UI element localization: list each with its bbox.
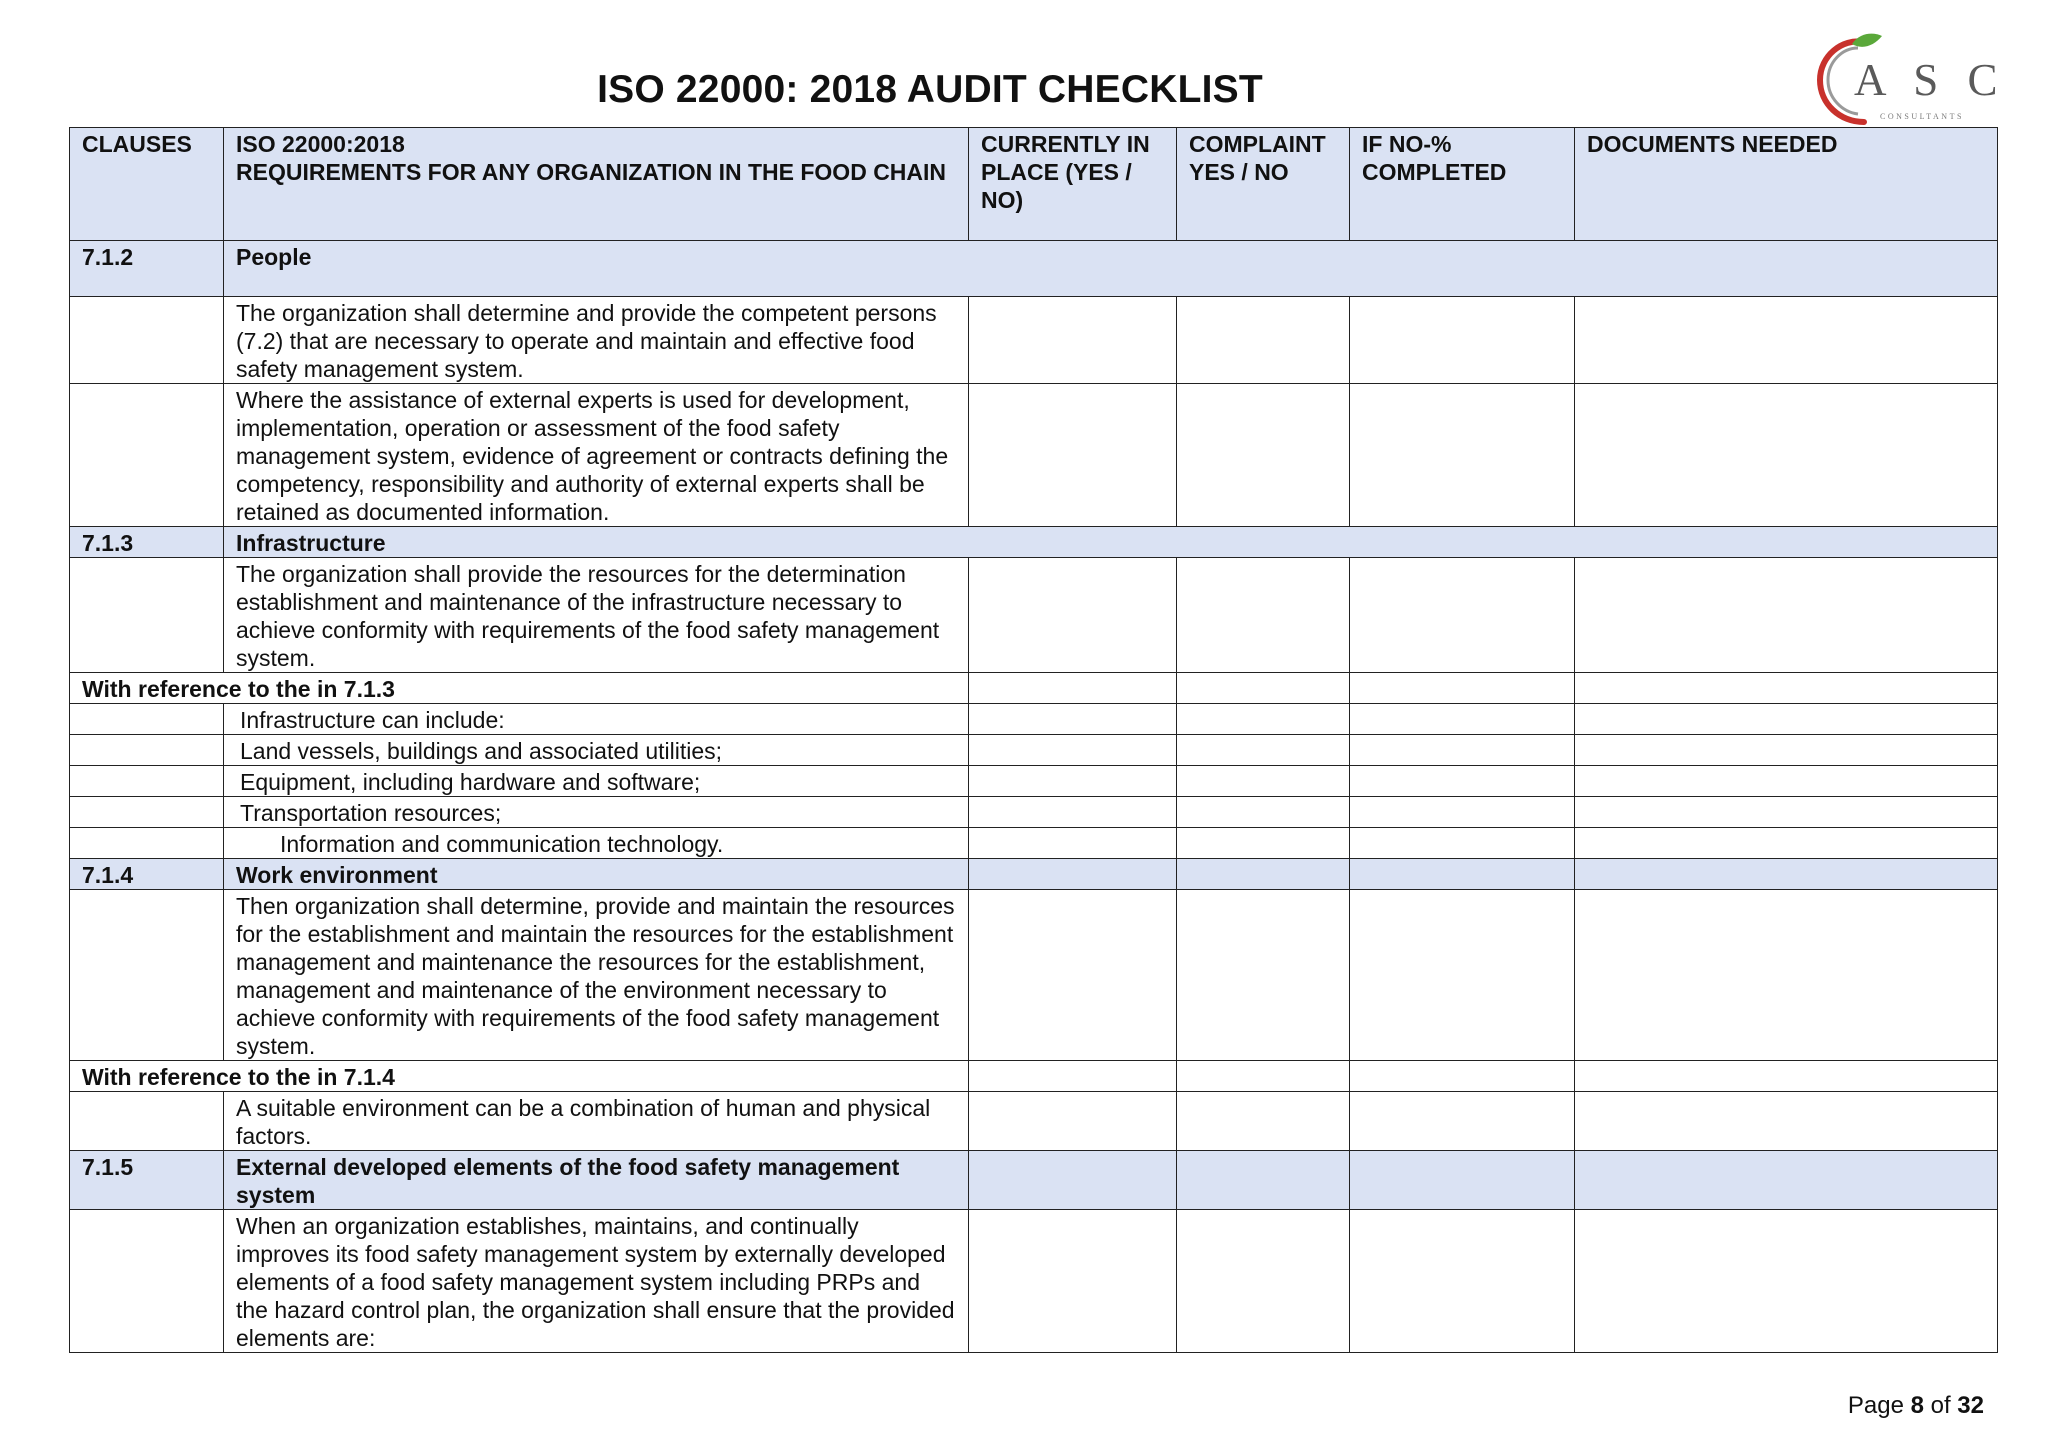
logo-wordmark: A S C — [1854, 55, 2007, 105]
asc-consultants-logo — [1812, 30, 2007, 130]
complaint-cell[interactable] — [1177, 890, 1350, 1061]
documents-needed-cell[interactable] — [1575, 890, 1998, 1061]
section-title: Infrastructure — [224, 527, 1998, 558]
requirement-text: When an organization establishes, maintains, and continually improves its food safety management system by externally developed elements of a food safety management system including PRPs and the hazard control plan, the organization shall ensure that the provided elements are: — [224, 1210, 969, 1353]
complaint-cell[interactable] — [1177, 384, 1350, 527]
table-row — [70, 1092, 1998, 1151]
currently-in-place-cell[interactable] — [969, 797, 1177, 828]
documents-needed-cell[interactable] — [1575, 766, 1998, 797]
requirement-text: Then organization shall determine, provide and maintain the resources for the establishment and maintain the resources for the establishment management and maintenance the resources for the establishment, management and maintenance of the environment necessary to achieve conformity with requirements of the food safety management system. — [224, 890, 969, 1061]
percent-completed-cell[interactable] — [1350, 1061, 1575, 1092]
reference-row-7-1-4 — [70, 1061, 1998, 1092]
clause-number: 7.1.2 — [70, 241, 224, 297]
header-requirements-standard: ISO 22000:2018 — [236, 131, 405, 157]
documents-needed-cell[interactable] — [1575, 1061, 1998, 1092]
list-item — [70, 797, 1998, 828]
percent-completed-cell[interactable] — [1350, 1092, 1575, 1151]
logo-subtitle: CONSULTANTS — [1880, 112, 1964, 121]
documents-needed-cell[interactable] — [1575, 704, 1998, 735]
requirement-text: The organization shall determine and provide the competent persons (7.2) that are necessary to operate and maintain and effective food safety management system. — [224, 297, 969, 384]
page-number-separator: of — [1923, 1392, 1958, 1419]
reference-label: With reference to the in 7.1.3 — [70, 673, 969, 704]
document-title: ISO 22000: 2018 AUDIT CHECKLIST — [597, 68, 1263, 111]
list-item — [70, 766, 1998, 797]
complaint-cell[interactable] — [1177, 828, 1350, 859]
percent-completed-cell[interactable] — [1350, 384, 1575, 527]
table-row — [70, 890, 1998, 1061]
percent-completed-cell[interactable] — [1350, 673, 1575, 704]
complaint-cell[interactable] — [1177, 1092, 1350, 1151]
infrastructure-item: Information and communication technology. — [224, 828, 969, 859]
percent-completed-cell[interactable] — [1350, 766, 1575, 797]
header-complaint: COMPLAINT YES / NO — [1177, 128, 1350, 241]
currently-in-place-cell[interactable] — [969, 735, 1177, 766]
documents-needed-cell[interactable] — [1575, 735, 1998, 766]
percent-completed-cell[interactable] — [1350, 735, 1575, 766]
infrastructure-item: Infrastructure can include: — [224, 704, 969, 735]
documents-needed-cell[interactable] — [1575, 1210, 1998, 1353]
total-pages: 32 — [1957, 1392, 1984, 1419]
section-row-7-1-5 — [70, 1151, 1998, 1210]
documents-needed-cell[interactable] — [1575, 558, 1998, 673]
header-clauses: CLAUSES — [70, 128, 224, 241]
current-page: 8 — [1910, 1392, 1924, 1419]
documents-needed-cell[interactable] — [1575, 384, 1998, 527]
currently-in-place-cell[interactable] — [969, 1092, 1177, 1151]
complaint-cell[interactable] — [1177, 735, 1350, 766]
requirement-text: Where the assistance of external experts is used for development, implementation, operation or assessment of the food safety management system, evidence of agreement or contracts defining the competency, responsibility and authority of external experts shall be retained as documented information. — [224, 384, 969, 527]
complaint-cell[interactable] — [1177, 673, 1350, 704]
complaint-cell[interactable] — [1177, 1210, 1350, 1353]
infrastructure-item: Equipment, including hardware and software; — [224, 766, 969, 797]
table-row — [70, 297, 1998, 384]
percent-completed-cell[interactable] — [1350, 797, 1575, 828]
list-item — [70, 704, 1998, 735]
header-currently-in-place: CURRENTLY IN PLACE (YES / NO) — [969, 128, 1177, 241]
header-documents-needed: DOCUMENTS NEEDED — [1575, 128, 1998, 241]
complaint-cell[interactable] — [1177, 704, 1350, 735]
reference-row-7-1-3 — [70, 673, 1998, 704]
currently-in-place-cell[interactable] — [969, 558, 1177, 673]
complaint-cell[interactable] — [1177, 558, 1350, 673]
documents-needed-cell[interactable] — [1575, 828, 1998, 859]
table-header-row — [70, 128, 1998, 241]
section-title: Work environment — [224, 859, 969, 890]
section-row-7-1-2 — [70, 241, 1998, 297]
currently-in-place-cell[interactable] — [969, 766, 1177, 797]
documents-needed-cell[interactable] — [1575, 673, 1998, 704]
section-title: External developed elements of the food safety management system — [224, 1151, 969, 1210]
page-number-prefix: Page — [1847, 1392, 1911, 1419]
reference-label: With reference to the in 7.1.4 — [70, 1061, 969, 1092]
section-row-7-1-3 — [70, 527, 1998, 558]
clause-number: 7.1.3 — [70, 527, 224, 558]
clause-number: 7.1.5 — [70, 1151, 224, 1210]
page-number — [1848, 1392, 1984, 1420]
clause-number: 7.1.4 — [70, 859, 224, 890]
currently-in-place-cell[interactable] — [969, 704, 1177, 735]
requirement-text: The organization shall provide the resources for the determination establishment and maintenance of the infrastructure necessary to achieve conformity with requirements of the food safety management system. — [224, 558, 969, 673]
table-row — [70, 558, 1998, 673]
currently-in-place-cell[interactable] — [969, 297, 1177, 384]
complaint-cell[interactable] — [1177, 797, 1350, 828]
currently-in-place-cell[interactable] — [969, 828, 1177, 859]
requirement-text: A suitable environment can be a combination of human and physical factors. — [224, 1092, 969, 1151]
currently-in-place-cell[interactable] — [969, 1210, 1177, 1353]
currently-in-place-cell[interactable] — [969, 1061, 1177, 1092]
currently-in-place-cell[interactable] — [969, 384, 1177, 527]
documents-needed-cell[interactable] — [1575, 797, 1998, 828]
percent-completed-cell[interactable] — [1350, 828, 1575, 859]
table-row — [70, 384, 1998, 527]
list-item — [70, 735, 1998, 766]
percent-completed-cell[interactable] — [1350, 890, 1575, 1061]
complaint-cell[interactable] — [1177, 297, 1350, 384]
section-title: People — [224, 241, 1998, 297]
currently-in-place-cell[interactable] — [969, 890, 1177, 1061]
complaint-cell[interactable] — [1177, 766, 1350, 797]
percent-completed-cell[interactable] — [1350, 297, 1575, 384]
currently-in-place-cell[interactable] — [969, 673, 1177, 704]
percent-completed-cell[interactable] — [1350, 704, 1575, 735]
documents-needed-cell[interactable] — [1575, 1092, 1998, 1151]
infrastructure-item: Land vessels, buildings and associated utilities; — [224, 735, 969, 766]
section-row-7-1-4 — [70, 859, 1998, 890]
infrastructure-item: Transportation resources; — [224, 797, 969, 828]
header-if-no-completed: IF NO-% COMPLETED — [1350, 128, 1575, 241]
header-requirements — [224, 128, 969, 241]
percent-completed-cell[interactable] — [1350, 558, 1575, 673]
list-item — [70, 828, 1998, 859]
percent-completed-cell[interactable] — [1350, 1210, 1575, 1353]
header-requirements-text: REQUIREMENTS FOR ANY ORGANIZATION IN THE FOOD CHAIN — [236, 159, 947, 185]
documents-needed-cell[interactable] — [1575, 297, 1998, 384]
complaint-cell[interactable] — [1177, 1061, 1350, 1092]
audit-checklist-table — [69, 127, 1998, 1353]
table-row — [70, 1210, 1998, 1353]
